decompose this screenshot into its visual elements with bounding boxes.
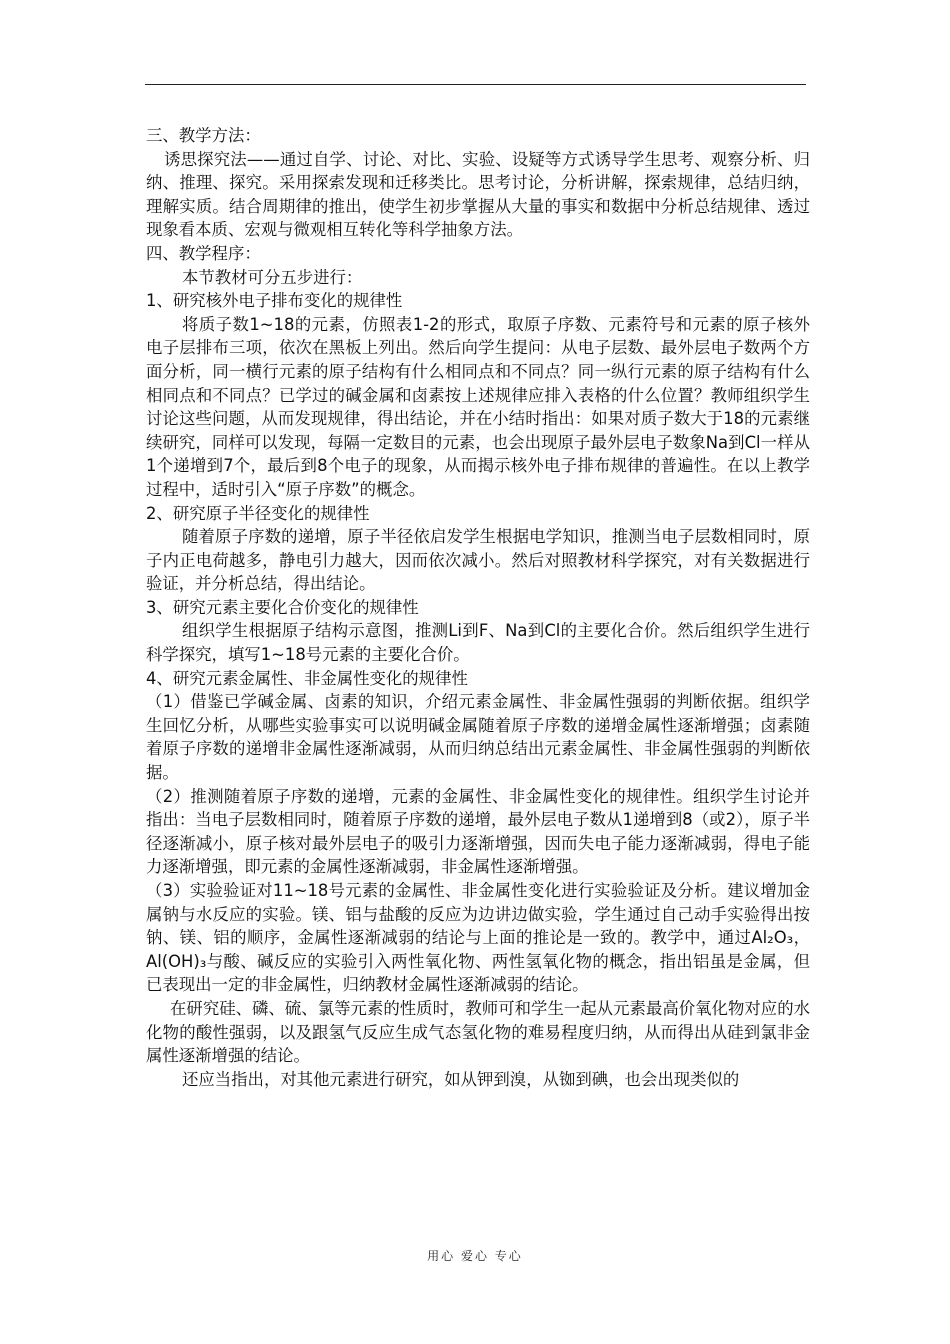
- paragraph-step-4-part-3: （3）实验验证对11~18号元素的金属性、非金属性变化进行实验验证及分析。建议增加金属钠与水反应的实验。镁、铝与盐酸的反应为边讲边做实验，学生通过自己动手实验得出按钠、镁、铝的顺序，金属性逐渐减弱的结论与上面的推论是一致的。教学中，通过Al₂O₃，Al(OH)₃与酸、碱反应的实验引入两性氧化物、两性氢氧化物的概念，指出铝虽是金属，但已表现出一定的非金属性，归纳教材金属性逐渐减弱的结论。: [146, 881, 810, 995]
- paragraph-silicon-to-chlorine: 在研究硅、磷、硫、氯等元素的性质时，教师可和学生一起从元素最高价氧化物对应的水化物的酸性强弱，以及跟氢气反应生成气态氢化物的难易程度归纳，从而得出从硅到氯非金属性逐渐增强的结论。: [146, 998, 810, 1066]
- step-heading-3: 3、研究元素主要化合价变化的规律性: [146, 597, 419, 617]
- paragraph-step-4-part-1: （1）借鉴已学碱金属、卤素的知识，介绍元素金属性、非金属性强弱的判断依据。组织学生回忆分析，从哪些实验事实可以说明碱金属随着原子序数的递增金属性逐渐增强；卤素随着原子序数的递增非金属性逐渐减弱，从而归纳总结出元素金属性、非金属性强弱的判断依据。: [146, 692, 810, 783]
- step-heading-2: 2、研究原子半径变化的规律性: [146, 503, 370, 523]
- step-heading-1: 1、研究核外电子排布变化的规律性: [146, 291, 403, 311]
- paragraph-step-3: 组织学生根据原子结构示意图，推测Li到F、Na到Cl的主要化合价。然后组织学生进行科学探究，填写1~18号元素的主要化合价。: [146, 621, 810, 665]
- paragraph-five-steps: 本节教材可分五步进行：: [182, 267, 363, 287]
- paragraph-step-2: 随着原子序数的递增，原子半径依启发学生根据电学知识，推测当电子层数相同时，原子内正电荷越多，静电引力越大，因而依次减小。然后对照教材科学探究，对有关数据进行验证，并分析总结，得出结论。: [146, 527, 810, 594]
- paragraph-step-1: 将质子数1~18的元素，仿照表1-2的形式，取原子序数、元素符号和元素的原子核外电子层排布三项，依次在黑板上列出。然后向学生提问：从电子层数、最外层电子数两个方面分析，同一横行元素的原子结构有什么相同点和不同点？同一纵行元素的原子结构有什么相同点和不同点？已学过的碱金属和卤素按上述规律应排入表格的什么位置？教师组织学生讨论这些问题，从而发现规律，得出结论，并在小结时指出：如果对质子数大于18的元素继续研究，同样可以发现，每隔一定数目的元素，也会出现原子最外层电子数象Na到Cl一样从1个递增到7个，最后到8个电子的现象，从而揭示核外电子排布规律的普遍性。在以上教学过程中，适时引入“原子序数”的概念。: [146, 314, 810, 499]
- document-body: [146, 124, 810, 1091]
- paragraph-other-elements: 还应当指出，对其他元素进行研究，如从钾到溴，从铷到碘，也会出现类似的: [182, 1069, 740, 1089]
- page-footer: 用心 爱心 专心: [427, 1249, 523, 1263]
- paragraph-step-4-part-2: （2）推测随着原子序数的递增，元素的金属性、非金属性变化的规律性。组织学生讨论并指出：当电子层数相同时，随着原子序数的递增，最外层电子数从1递增到8（或2），原子半径逐渐减小，原子核对最外层电子的吸引力逐渐增强，因而失电子能力逐渐减弱，得电子能力逐渐增强，即元素的金属性逐渐减弱，非金属性逐渐增强。: [146, 786, 810, 877]
- section-heading-teaching-procedure: 四、教学程序：: [146, 243, 261, 263]
- section-heading-teaching-method: 三、教学方法：: [146, 126, 261, 145]
- paragraph-method-description: 诱思探究法——通过自学、讨论、对比、实验、设疑等方式诱导学生思考、观察分析、归纳、推理、探究。采用探索发现和迁移类比。思考讨论，分析讲解，探索规律，总结归纳，理解实质。结合周期律的推出，使学生初步掌握从大量的事实和数据中分析总结规律、透过现象看本质、宏观与微观相互转化等科学抽象方法。: [146, 149, 810, 240]
- step-heading-4: 4、研究元素金属性、非金属性变化的规律性: [146, 668, 468, 688]
- header-rule: [145, 84, 806, 85]
